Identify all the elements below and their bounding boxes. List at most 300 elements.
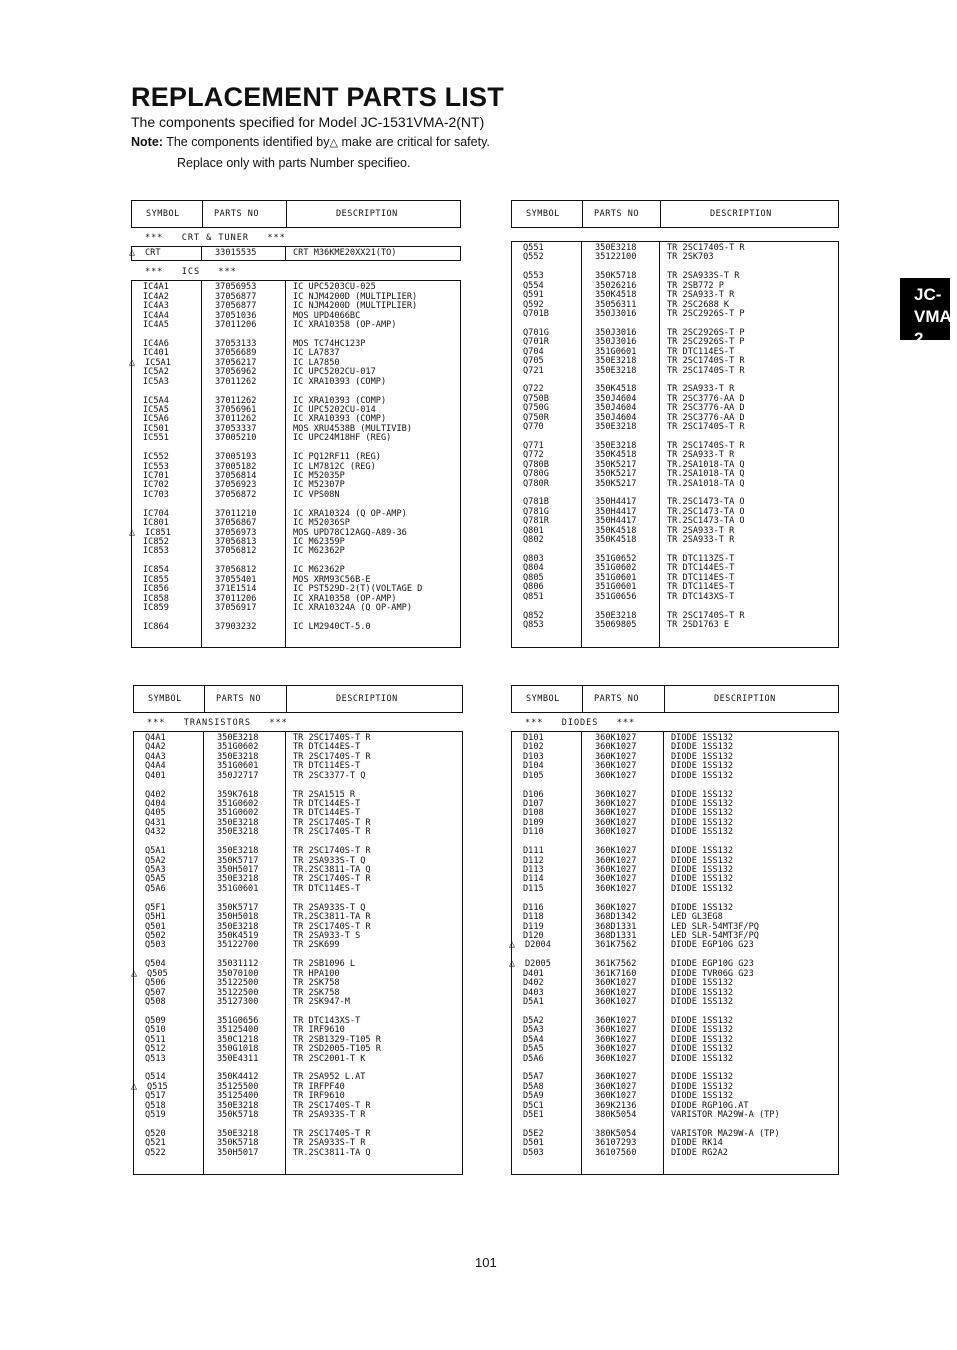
part-symbol: Q521: [145, 1138, 166, 1149]
part-description: IC XRA10358 (OP-AMP): [293, 320, 397, 331]
part-description: TR 2SA933-T R: [667, 525, 735, 536]
part-description: TR DTC144ES-T: [293, 799, 361, 809]
part-symbol: D119: [523, 921, 544, 932]
part-number: 37056962: [215, 367, 257, 378]
part-symbol: D104: [523, 761, 544, 772]
part-description: TR 2SK758: [293, 978, 340, 989]
part-description: TR 2SC2926S-T P: [667, 327, 745, 338]
part-number: 360K1027: [595, 742, 637, 753]
table-header: [131, 200, 461, 228]
part-number: 37056867: [215, 518, 257, 529]
part-description: DIODE 1SS132: [671, 742, 734, 753]
part-symbol: Q513: [145, 1053, 166, 1064]
part-description: LED GL3EG8: [671, 912, 723, 923]
part-number: 350K4412: [217, 1072, 259, 1083]
part-number: 350E3218: [217, 827, 259, 838]
part-description: TR 2SA933-T S: [293, 931, 361, 941]
part-symbol: D5C1: [523, 1100, 544, 1111]
part-symbol: Q801: [523, 525, 544, 536]
part-description: TR 2SC1740S-T R: [293, 874, 371, 885]
table-header: [511, 685, 839, 713]
part-description: TR 2SC1740S-T R: [293, 846, 371, 857]
part-description: TR 2SC1740S-T R: [667, 440, 745, 451]
part-description: IC NJM4200D (MULTIPLIER): [293, 301, 418, 312]
part-description: IC M52035P: [293, 471, 345, 481]
part-number: 360K1027: [595, 1015, 637, 1026]
part-symbol: IC859: [143, 603, 169, 613]
part-symbol: Q519: [145, 1110, 166, 1121]
part-description: TR 2SC1740S-T R: [293, 751, 371, 762]
part-number: 350H5017: [217, 865, 259, 875]
part-number: 36107293: [595, 1138, 637, 1149]
part-symbol: IC852: [143, 537, 169, 547]
part-description: IC NJM4200D (MULTIPLIER): [293, 291, 418, 302]
table-row: [131, 378, 461, 387]
part-description: TR DTC114ES-T: [293, 761, 361, 772]
part-number: 360K1027: [595, 817, 637, 828]
part-number: 361K7562: [595, 940, 637, 951]
part-description: IC XRA10358 (OP-AMP): [293, 593, 397, 604]
part-symbol: IC4A3: [143, 301, 169, 312]
part-number: 37056812: [215, 565, 257, 576]
part-symbol: D2004: [525, 940, 551, 951]
part-description: TR 2SC1740S-T R: [667, 356, 745, 367]
part-number: 35125400: [217, 1091, 259, 1102]
note-label: Note:: [131, 135, 163, 149]
part-symbol: D110: [523, 827, 544, 838]
model-subtitle: The components specified for Model JC-1531VMA-2(NT): [131, 114, 485, 130]
part-description: TR 2SC2926S-T P: [667, 337, 745, 348]
table-row: [511, 253, 839, 262]
side-tab-line2: VMA-2: [914, 307, 957, 348]
warning-triangle-icon: △: [129, 356, 136, 368]
part-symbol: Q520: [145, 1128, 166, 1139]
part-number: 35070100: [217, 968, 259, 979]
part-number: 350K4519: [217, 931, 259, 941]
part-description: TR 2SC3377-T Q: [293, 770, 366, 781]
part-number: 350J4604: [595, 393, 637, 404]
part-number: 350K4518: [595, 384, 637, 395]
part-description: TR.2SA1018-TA Q: [667, 459, 745, 470]
table-row: [131, 491, 461, 500]
part-number: 36107560: [595, 1147, 637, 1158]
part-number: 371E1514: [215, 584, 257, 595]
part-symbol: D5A9: [523, 1091, 544, 1102]
header-divider: [286, 201, 287, 227]
part-description: IC M62359P: [293, 537, 345, 547]
part-description: TR 2SC1740S-T R: [293, 921, 371, 932]
parts-no-column-header: PARTS NO: [594, 694, 639, 704]
part-number: 37056961: [215, 405, 257, 415]
part-description: DIODE 1SS132: [671, 978, 734, 989]
part-number: 37053337: [215, 423, 257, 434]
part-description: IC M62362P: [293, 565, 345, 576]
part-number: 351G0601: [595, 582, 637, 593]
side-tab-line1: JC-: [914, 285, 942, 304]
part-description: DIODE 1SS132: [671, 855, 734, 866]
table-row: [131, 623, 461, 632]
part-symbol: Q591: [523, 290, 544, 301]
part-description: DIODE 1SS132: [671, 799, 734, 809]
part-symbol: Q515: [147, 1081, 168, 1092]
part-symbol: Q701R: [523, 337, 549, 348]
part-description: TR 2SC2001-T K: [293, 1053, 366, 1064]
part-number: 360K1027: [595, 761, 637, 772]
part-symbol: Q780G: [523, 469, 549, 480]
safety-note: [131, 135, 490, 149]
parts-table: [133, 685, 463, 1175]
part-description: DIODE 1SS132: [671, 770, 734, 781]
note-text-cont: make are critical for safety.: [337, 135, 490, 149]
part-number: 351G0656: [217, 1015, 259, 1026]
part-symbol: Q5A3: [145, 865, 166, 875]
part-description: MOS XRU4538B (MULTIVIB): [293, 423, 412, 434]
part-description: DIODE 1SS132: [671, 1053, 734, 1064]
part-symbol: Q4A1: [145, 733, 166, 743]
part-description: TR DTC114ES-T: [667, 572, 735, 583]
part-symbol: IC704: [143, 508, 169, 519]
part-description: TR 2SK947-M: [293, 997, 350, 1007]
part-symbol: D111: [523, 846, 544, 857]
part-symbol: D103: [523, 751, 544, 762]
part-symbol: IC4A2: [143, 291, 169, 302]
table-row: [133, 828, 463, 837]
table-row: [511, 1149, 839, 1158]
part-symbol: D107: [523, 799, 544, 809]
table-row: [511, 772, 839, 781]
part-symbol: Q4A4: [145, 761, 166, 772]
part-symbol: Q5H1: [145, 912, 166, 923]
part-symbol: Q802: [523, 535, 544, 546]
part-number: 37005193: [215, 452, 257, 463]
part-description: IC M52307P: [293, 480, 345, 491]
header-divider: [204, 686, 205, 712]
table-row: [133, 772, 463, 781]
part-symbol: D109: [523, 817, 544, 828]
parts-table: [131, 200, 461, 648]
header-divider: [202, 201, 203, 227]
part-number: 360K1027: [595, 827, 637, 838]
part-description: IC M52036SP: [293, 518, 350, 529]
part-description: DIODE 1SS132: [671, 751, 734, 762]
part-number: 360K1027: [595, 1025, 637, 1036]
part-number: 37056812: [215, 546, 257, 557]
part-symbol: IC551: [143, 433, 169, 444]
safety-note-line2: Replace only with parts Number specifieo.: [177, 156, 411, 170]
part-number: 360K1027: [595, 789, 637, 800]
part-symbol: IC855: [143, 574, 169, 585]
part-description: TR IRF9610: [293, 1091, 345, 1102]
part-description: DIODE 1SS132: [671, 865, 734, 875]
part-description: IC XRA10393 (COMP): [293, 414, 387, 425]
part-description: VARISTOR MA29W-A (TP): [671, 1128, 780, 1139]
part-description: TR DTC143XS-T: [293, 1015, 361, 1026]
part-description: MOS XRM93C56B-E: [293, 574, 371, 585]
part-number: 350E3218: [595, 422, 637, 433]
part-description: DIODE 1SS132: [671, 827, 734, 838]
table-row: [511, 885, 839, 894]
part-number: 360K1027: [595, 855, 637, 866]
part-symbol: Q5A5: [145, 874, 166, 885]
part-number: 350J3016: [595, 309, 637, 319]
part-symbol: IC854: [143, 565, 169, 576]
part-number: 360K1027: [595, 770, 637, 781]
warning-triangle-icon: △: [329, 137, 338, 149]
header-divider: [660, 201, 661, 227]
part-symbol: IC858: [143, 593, 169, 604]
part-symbol: D403: [523, 987, 544, 998]
part-number: 350J4604: [595, 403, 637, 414]
part-number: 350K5717: [217, 902, 259, 913]
part-symbol: Q5F1: [145, 902, 166, 913]
part-number: 350J4604: [595, 412, 637, 423]
part-symbol: IC853: [143, 546, 169, 557]
part-symbol: Q781G: [523, 506, 549, 517]
part-description: IC LA7837: [293, 348, 340, 359]
part-symbol: Q503: [145, 940, 166, 951]
part-number: 350E3218: [595, 356, 637, 367]
part-number: 361K7160: [595, 968, 637, 979]
part-description: TR 2SA933S-T Q: [293, 855, 366, 866]
part-description: TR.2SA1018-TA Q: [667, 478, 745, 489]
part-symbol: Q518: [145, 1100, 166, 1111]
part-symbol: Q772: [523, 450, 544, 461]
part-number: 37011206: [215, 320, 257, 331]
description-column-header: DESCRIPTION: [714, 694, 776, 704]
part-number: 35056311: [595, 299, 637, 310]
part-symbol: IC851: [145, 527, 171, 538]
part-description: DIODE 1SS132: [671, 1025, 734, 1036]
part-description: TR 2SC1740S-T R: [293, 1128, 371, 1139]
part-description: TR 2SC3776-AA D: [667, 412, 745, 423]
table-row: [511, 310, 839, 319]
part-number: 360K1027: [595, 865, 637, 875]
part-number: 350H4417: [595, 516, 637, 527]
part-number: 37011262: [215, 376, 257, 387]
part-number: 360K1027: [595, 883, 637, 894]
parts-table: [511, 200, 839, 648]
part-symbol: Q592: [523, 299, 544, 310]
part-symbol: Q5A6: [145, 883, 166, 894]
part-symbol: IC552: [143, 452, 169, 463]
part-symbol: Q853: [523, 619, 544, 630]
part-description: IC UPC5202CU-017: [293, 367, 376, 378]
part-description: TR 2SD1763 E: [667, 619, 730, 630]
part-description: IC UPC5202CU-014: [293, 405, 376, 415]
part-description: TR 2SB772 P: [667, 280, 724, 291]
part-description: TR 2SC1740S-T R: [667, 243, 745, 253]
part-description: MOS TC74HC123P: [293, 339, 366, 349]
part-symbol: IC401: [143, 348, 169, 359]
part-number: 360K1027: [595, 1091, 637, 1102]
part-description: DIODE RG2A2: [671, 1147, 728, 1158]
part-number: 351G0602: [217, 742, 259, 753]
part-symbol: D5E2: [523, 1128, 544, 1139]
part-number: 37056813: [215, 537, 257, 547]
page-number: 101: [475, 1255, 497, 1270]
part-symbol: Q852: [523, 610, 544, 621]
part-description: IC UPC24M18HF (REG): [293, 433, 392, 444]
part-symbol: D116: [523, 902, 544, 913]
part-description: IC XRA10324 (Q OP-AMP): [293, 508, 407, 519]
table-header: [511, 200, 839, 228]
part-symbol: Q553: [523, 271, 544, 282]
description-column-header: DESCRIPTION: [336, 209, 398, 219]
part-number: 350K4518: [595, 450, 637, 461]
part-number: 350H4417: [595, 497, 637, 508]
part-description: VARISTOR MA29W-A (TP): [671, 1110, 780, 1121]
part-symbol: IC5A5: [143, 405, 169, 415]
part-number: 368D1342: [595, 912, 637, 923]
part-number: 350J3016: [595, 337, 637, 348]
header-divider: [664, 686, 665, 712]
part-symbol: Q704: [523, 346, 544, 357]
part-description: DIODE 1SS132: [671, 1072, 734, 1083]
part-symbol: IC4A4: [143, 310, 169, 321]
warning-triangle-icon: △: [509, 958, 516, 970]
part-number: 360K1027: [595, 1053, 637, 1064]
page-title: REPLACEMENT PARTS LIST: [131, 82, 504, 112]
part-number: 350E3218: [217, 921, 259, 932]
part-number: 35026216: [595, 280, 637, 291]
part-number: 350E3218: [217, 733, 259, 743]
part-number: 350K5717: [217, 855, 259, 866]
part-number: 37053133: [215, 339, 257, 349]
table-header: [133, 685, 463, 713]
part-symbol: D5A2: [523, 1015, 544, 1026]
part-symbol: IC864: [143, 621, 169, 632]
part-number: 351G0656: [595, 591, 637, 602]
part-symbol: Q405: [145, 808, 166, 819]
part-description: TR DTC144ES-T: [667, 563, 735, 574]
part-number: 350J3016: [595, 327, 637, 338]
part-number: 350E4311: [217, 1053, 259, 1064]
part-symbol: Q554: [523, 280, 544, 291]
part-description: TR 2SC1740S-T R: [293, 733, 371, 743]
part-number: 350E3218: [595, 243, 637, 253]
part-description: TR 2SB1096 L: [293, 959, 356, 970]
part-description: DIODE 1SS132: [671, 902, 734, 913]
part-description: IC XRA10324A (Q OP-AMP): [293, 603, 412, 613]
part-description: IC PQ12RF11 (REG): [293, 452, 381, 463]
part-symbol: Q770: [523, 422, 544, 433]
part-description: TR 2SB1329-T105 R: [293, 1034, 381, 1045]
part-symbol: D5A3: [523, 1025, 544, 1036]
part-symbol: Q750B: [523, 393, 549, 404]
part-number: 360K1027: [595, 751, 637, 762]
part-description: DIODE 1SS132: [671, 1015, 734, 1026]
part-description: MOS UPD4066BC: [293, 310, 361, 321]
part-description: TR 2SK703: [667, 252, 714, 263]
part-description: MOS UPD78C12AGQ-A89-36: [293, 527, 407, 538]
part-number: 350K4518: [595, 535, 637, 546]
part-description: TR 2SC1740S-T R: [667, 365, 745, 376]
part-description: TR DTC144ES-T: [293, 742, 361, 753]
part-description: TR.2SC1473-TA O: [667, 506, 745, 517]
part-number: 35031112: [217, 959, 259, 970]
part-symbol: D5A5: [523, 1044, 544, 1055]
part-number: 360K1027: [595, 987, 637, 998]
part-description: TR.2SC3811-TA R: [293, 912, 371, 923]
part-symbol: Q510: [145, 1025, 166, 1036]
part-description: DIODE 1SS132: [671, 1034, 734, 1045]
part-number: 37056872: [215, 489, 257, 500]
part-description: TR 2SC3776-AA D: [667, 403, 745, 414]
part-number: 350K5217: [595, 478, 637, 489]
table-row: [511, 828, 839, 837]
table-row: [133, 941, 463, 950]
table-row: [511, 423, 839, 432]
part-description: IC PST529D-2(T)(VOLTAGE D: [293, 584, 423, 595]
part-number: 37056953: [215, 282, 257, 293]
part-description: TR 2SA933-T R: [667, 450, 735, 461]
part-number: 350E3218: [217, 817, 259, 828]
table-row: [511, 480, 839, 489]
part-description: DIODE RK14: [671, 1138, 723, 1149]
part-description: TR 2SC3776-AA D: [667, 393, 745, 404]
part-number: 360K1027: [595, 902, 637, 913]
part-number: 35127300: [217, 997, 259, 1007]
table-row: [511, 1055, 839, 1064]
part-symbol: D105: [523, 770, 544, 781]
part-description: DIODE 1SS132: [671, 874, 734, 885]
part-number: 35122500: [217, 987, 259, 998]
part-description: IC LA7850: [293, 357, 340, 368]
part-symbol: D112: [523, 855, 544, 866]
part-description: TR IRFPF40: [293, 1081, 345, 1092]
part-number: 351G0602: [217, 808, 259, 819]
table-row: [133, 885, 463, 894]
table-row: [133, 1111, 463, 1120]
part-number: 37056877: [215, 301, 257, 312]
symbol-column-header: SYMBOL: [146, 209, 180, 219]
part-symbol: Q512: [145, 1044, 166, 1055]
part-number: 351G0601: [595, 346, 637, 357]
part-description: IC UPC5203CU-025: [293, 282, 376, 293]
table-row: [133, 998, 463, 1007]
part-number: 380K5054: [595, 1128, 637, 1139]
part-number: 360K1027: [595, 1081, 637, 1092]
part-symbol: Q508: [145, 997, 166, 1007]
header-divider: [582, 686, 583, 712]
part-number: 37011210: [215, 508, 257, 519]
part-symbol: Q705: [523, 356, 544, 367]
part-symbol: Q401: [145, 770, 166, 781]
part-symbol: Q722: [523, 384, 544, 395]
table-row: [511, 621, 839, 630]
part-symbol: IC5A2: [143, 367, 169, 378]
part-number: 37056689: [215, 348, 257, 359]
part-number: 360K1027: [595, 808, 637, 819]
part-number: 37903232: [215, 621, 257, 632]
table-row: [511, 593, 839, 602]
table-row: [133, 1149, 463, 1158]
symbol-column-header: SYMBOL: [148, 694, 182, 704]
part-symbol: D114: [523, 874, 544, 885]
symbol-column-header: SYMBOL: [526, 694, 560, 704]
part-number: 369K2136: [595, 1100, 637, 1111]
part-description: DIODE RGP10G.AT: [671, 1100, 749, 1111]
header-divider: [582, 201, 583, 227]
part-description: DIODE 1SS132: [671, 733, 734, 743]
section-heading: *** TRANSISTORS ***: [147, 718, 288, 728]
table-row: [131, 249, 461, 258]
parts-no-column-header: PARTS NO: [214, 209, 259, 219]
part-description: DIODE 1SS132: [671, 1044, 734, 1055]
part-symbol: Q507: [145, 987, 166, 998]
part-number: 350E3218: [217, 1100, 259, 1111]
part-description: IC XRA10393 (COMP): [293, 376, 387, 387]
